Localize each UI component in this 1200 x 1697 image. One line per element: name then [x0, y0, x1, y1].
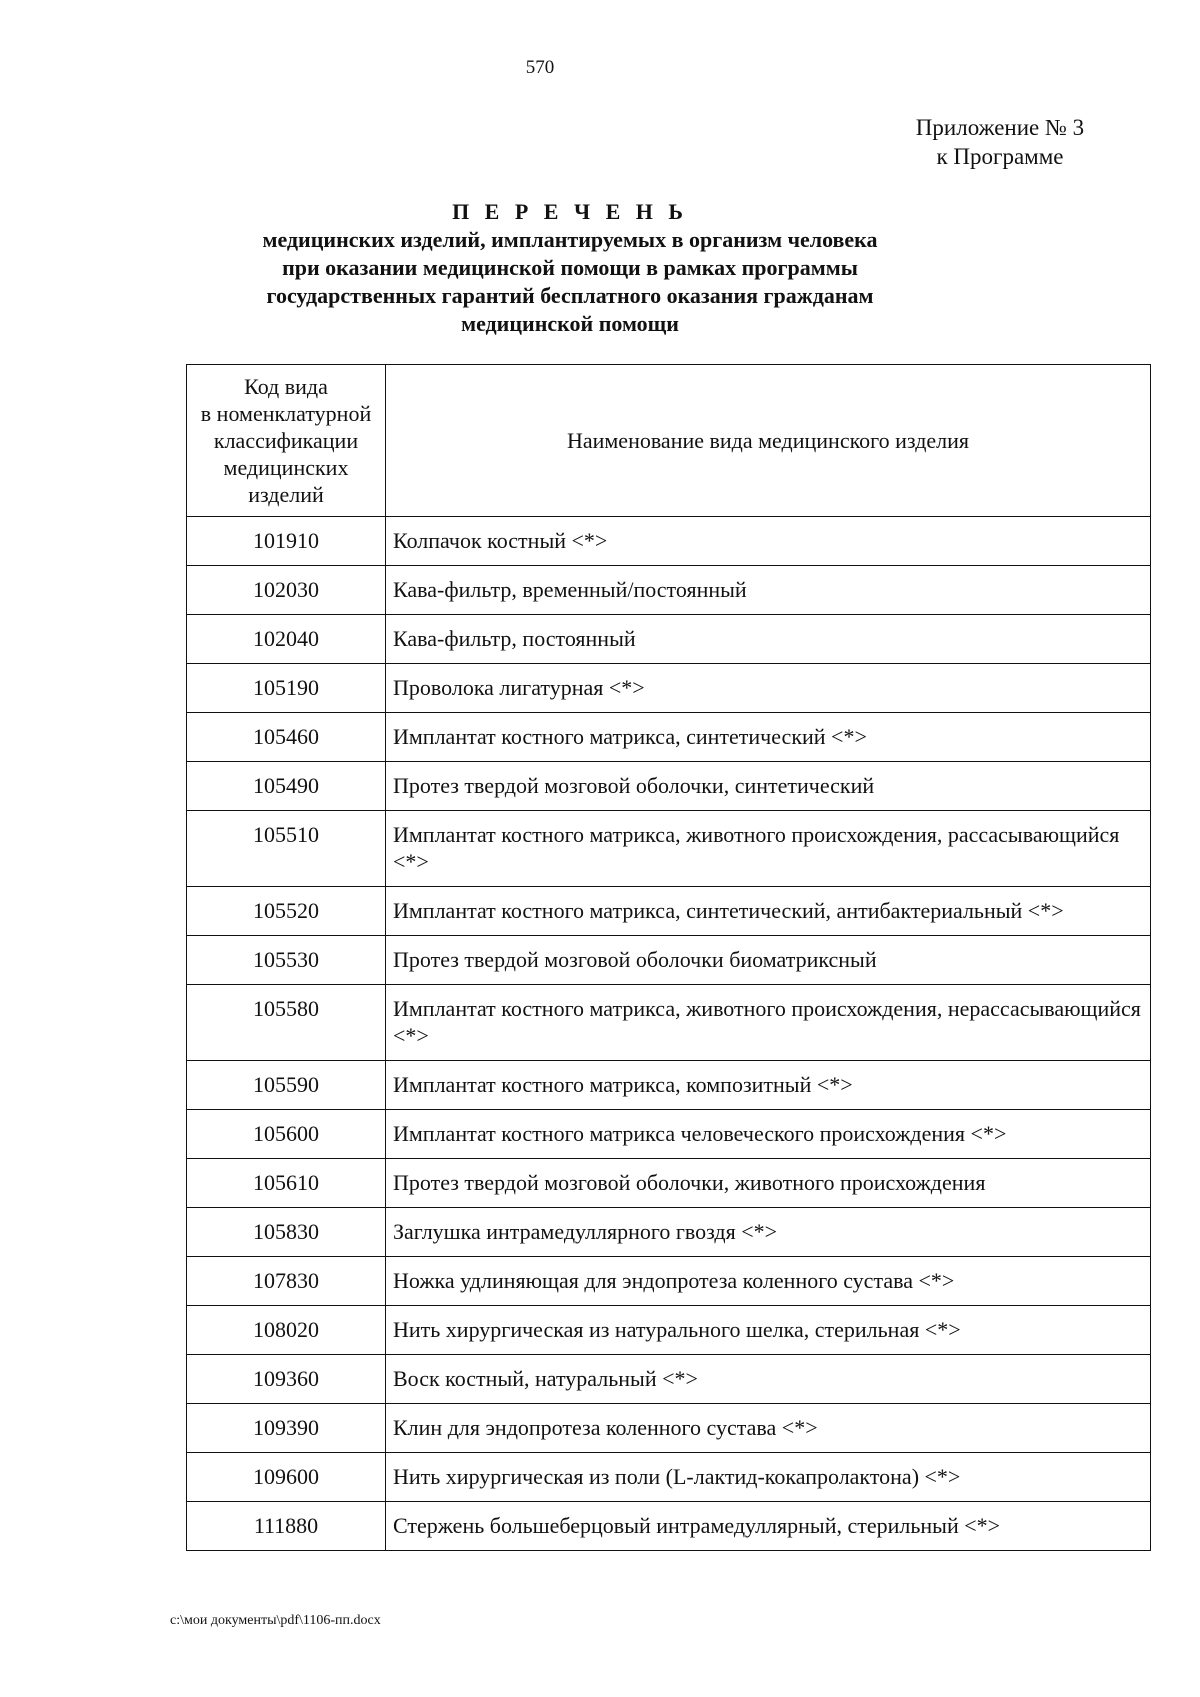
- device-code: 105190: [187, 664, 386, 713]
- table-row: [187, 1208, 1151, 1257]
- appendix-reference: [880, 113, 1120, 171]
- file-path-footer: c:\мои документы\pdf\1106-пп.docx: [170, 1613, 381, 1628]
- medical-devices-table: [186, 364, 1151, 1551]
- device-code: 109390: [187, 1404, 386, 1453]
- device-name: Заглушка интрамедуллярного гвоздя <*>: [386, 1208, 1151, 1257]
- table-row: [187, 664, 1151, 713]
- table-row: [187, 985, 1151, 1061]
- table-row: [187, 1502, 1151, 1551]
- table-row: [187, 1110, 1151, 1159]
- table-row: [187, 811, 1151, 887]
- title-heading: П Е Р Е Ч Е Н Ь: [452, 199, 688, 224]
- device-code: 109360: [187, 1355, 386, 1404]
- table-row: [187, 1404, 1151, 1453]
- header-code-line: изделий: [248, 482, 324, 507]
- device-name: Проволока лигатурная <*>: [386, 664, 1151, 713]
- device-code: 105460: [187, 713, 386, 762]
- device-code: 105600: [187, 1110, 386, 1159]
- device-code: 105580: [187, 985, 386, 1061]
- device-code: 102030: [187, 566, 386, 615]
- device-code: 105530: [187, 936, 386, 985]
- table-row: [187, 1453, 1151, 1502]
- device-name: Кава-фильтр, постоянный: [386, 615, 1151, 664]
- appendix-line-1: Приложение № 3: [915, 115, 1085, 140]
- table-row: [187, 1306, 1151, 1355]
- header-code-line: классификации: [213, 428, 359, 453]
- device-name: Имплантат костного матрикса человеческого происхождения <*>: [386, 1110, 1151, 1159]
- table-row: [187, 1257, 1151, 1306]
- device-name: Нить хирургическая из натурального шелка, стерильная <*>: [386, 1306, 1151, 1355]
- header-code-line: медицинских: [223, 455, 349, 480]
- device-name: Имплантат костного матрикса, синтетический <*>: [386, 713, 1151, 762]
- device-name: Имплантат костного матрикса, синтетический, антибактериальный <*>: [386, 887, 1151, 936]
- header-code-line: в номенклатурной: [200, 401, 372, 426]
- device-name: Имплантат костного матрикса, композитный <*>: [386, 1061, 1151, 1110]
- device-code: 108020: [187, 1306, 386, 1355]
- appendix-line-2: к Программе: [936, 144, 1064, 169]
- device-name: Имплантат костного матрикса, животного происхождения, нерассасывающийся <*>: [386, 985, 1151, 1061]
- table-row: [187, 1355, 1151, 1404]
- device-name: Воск костный, натуральный <*>: [386, 1355, 1151, 1404]
- device-code: 109600: [187, 1453, 386, 1502]
- device-name: Протез твердой мозговой оболочки, синтетический: [386, 762, 1151, 811]
- table-row: [187, 566, 1151, 615]
- table-header-row: [187, 365, 1151, 517]
- device-code: 111880: [187, 1502, 386, 1551]
- device-code: 105520: [187, 887, 386, 936]
- device-name: Протез твердой мозговой оболочки, животного происхождения: [386, 1159, 1151, 1208]
- header-code-line: Код вида: [244, 374, 328, 399]
- header-code: [187, 365, 386, 517]
- device-name: Имплантат костного матрикса, животного происхождения, рассасывающийся <*>: [386, 811, 1151, 887]
- table-row: [187, 936, 1151, 985]
- table-row: [187, 887, 1151, 936]
- table-row: [187, 615, 1151, 664]
- title-line-2: при оказании медицинской помощи в рамках программы: [282, 255, 858, 280]
- title-line-3: государственных гарантий бесплатного оказания гражданам: [266, 283, 874, 308]
- device-code: 107830: [187, 1257, 386, 1306]
- device-name: Клин для эндопротеза коленного сустава <*>: [386, 1404, 1151, 1453]
- device-name: Протез твердой мозговой оболочки биоматриксный: [386, 936, 1151, 985]
- table-row: [187, 762, 1151, 811]
- title-line-1: медицинских изделий, имплантируемых в организм человека: [262, 227, 878, 252]
- device-name: Кава-фильтр, временный/постоянный: [386, 566, 1151, 615]
- device-name: Ножка удлиняющая для эндопротеза коленного сустава <*>: [386, 1257, 1151, 1306]
- table-row: [187, 713, 1151, 762]
- device-name: Нить хирургическая из поли (L-лактид-кокапролактона) <*>: [386, 1453, 1151, 1502]
- table-row: [187, 1061, 1151, 1110]
- device-code: 105490: [187, 762, 386, 811]
- device-name: Стержень большеберцовый интрамедуллярный, стерильный <*>: [386, 1502, 1151, 1551]
- device-code: 101910: [187, 517, 386, 566]
- page-number: 570: [525, 57, 555, 78]
- table-row: [187, 1159, 1151, 1208]
- device-code: 105590: [187, 1061, 386, 1110]
- table-row: [187, 517, 1151, 566]
- title-line-4: медицинской помощи: [461, 311, 679, 336]
- device-code: 105610: [187, 1159, 386, 1208]
- document-title: [190, 198, 950, 338]
- device-code: 105830: [187, 1208, 386, 1257]
- header-name: Наименование вида медицинского изделия: [386, 365, 1151, 517]
- device-code: 102040: [187, 615, 386, 664]
- device-code: 105510: [187, 811, 386, 887]
- device-name: Колпачок костный <*>: [386, 517, 1151, 566]
